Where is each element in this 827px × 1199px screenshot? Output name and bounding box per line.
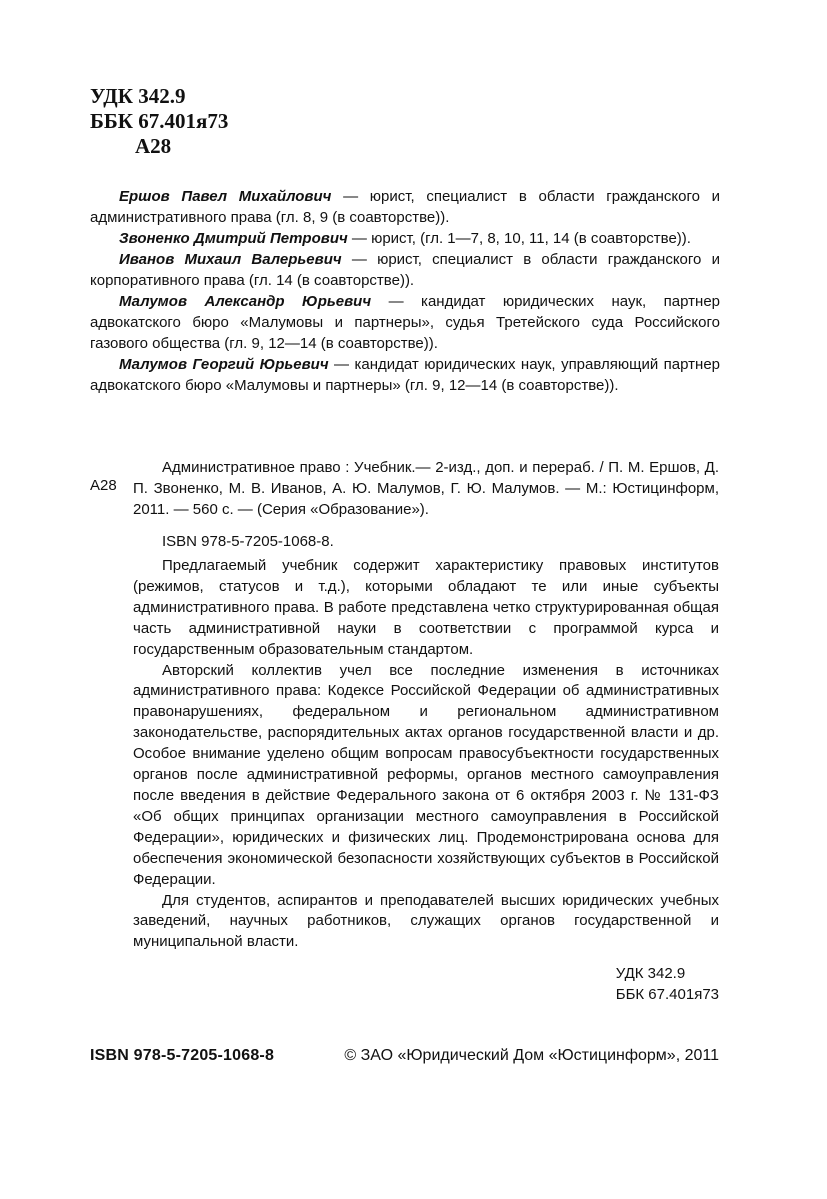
bbk-code-bottom: ББК 67.401я73 [615,986,719,1003]
annotation-paragraph: Авторский коллектив учел все последние изменения в источниках административного права: Кодексе Российской Федерации об административных правонарушениях, федеральном и региональном административном законодательстве, распорядительных актах органов государственной власти и др. Особое внимание уделено общим вопросам правосубъектности государственных органов после административной реформы, органов местного самоуправления после введения в действие Федерального закона от 6 октября 2003 г. № 131-ФЗ «Об общих принципах организации местного самоуправления в Российской Федерации», юридических и физических лиц. Продемонстрирована основа для обеспечения экономической безопасности хозяйствующих субъектов в Российской Федерации. [133,661,719,888]
catalog-isbn: ISBN 978-5-7205-1068-8. [162,533,334,550]
authors-list [90,186,720,396]
author-entry [90,354,720,396]
author-name: Ершов Павел Михайлович [119,188,332,205]
author-entry [90,186,720,228]
annotation-paragraph: Для студентов, аспирантов и преподавателей высших юридических учебных заведений, научных работников, служащих органов государственной и муниципальной власти. [133,891,719,951]
udk-code-bottom: УДК 342.9 [615,965,686,982]
author-sign: А28 [135,134,172,158]
catalog-sign: А28 [90,477,117,494]
classification-codes [90,84,228,159]
author-entry [90,291,720,354]
author-description: — кандидат юридических наук, управляющий партнер адвокатского бюро «Малумовы и партнеры» (гл. 9, 12—14 (в соавторстве)). [90,356,720,394]
author-entry [90,249,720,291]
author-name: Малумов Александр Юрьевич [119,293,372,310]
annotation-paragraph: Предлагаемый учебник содержит характеристику правовых институтов (режимов, статусов и т.д.), которыми обладают те или иные субъекты административного права. В работе представлена четко структурированная общая часть административной науки в соответствии с программой курса и государственным образовательным стандартом. [133,557,719,658]
bibliography-text: Административное право : Учебник.— 2-изд., доп. и перераб. / П. М. Ершов, Д. П. Звоненко, М. В. Иванов, А. Ю. Малумов, Г. Ю. Малумов. — М.: Юстицинформ, 2011. — 560 с. — (Серия «Образование»). [133,459,719,518]
copyright: © ЗАО «Юридический Дом «Юстицинформ», 2011 [344,1047,719,1064]
author-description: — юрист, (гл. 1—7, 8, 10, 11, 14 (в соавторстве)). [347,230,691,247]
footer-isbn: ISBN 978-5-7205-1068-8 [90,1047,275,1064]
author-entry [90,228,720,249]
classification-block [616,963,719,1005]
author-name: Звоненко Дмитрий Петрович [119,230,348,247]
author-name: Иванов Михаил Валерьевич [119,251,342,268]
author-name: Малумов Георгий Юрьевич [119,356,329,373]
bibliographic-record [133,457,719,552]
author-description: — кандидат юридических наук, партнер адвокатского бюро «Малумовы и партнеры», судья Третейского суда Российского газового общества (гл. 9, 12—14 (в соавторстве)). [90,293,721,352]
author-description: — юрист, специалист в области гражданского и корпоративного права (гл. 14 (в соавторстве)). [90,251,720,289]
annotation [133,556,719,953]
udk-code: УДК 342.9 [90,84,186,108]
bbk-code: ББК 67.401я73 [90,109,229,133]
author-description: — юрист, специалист в области гражданского и административного права (гл. 8, 9 (в соавторстве)). [90,188,721,226]
